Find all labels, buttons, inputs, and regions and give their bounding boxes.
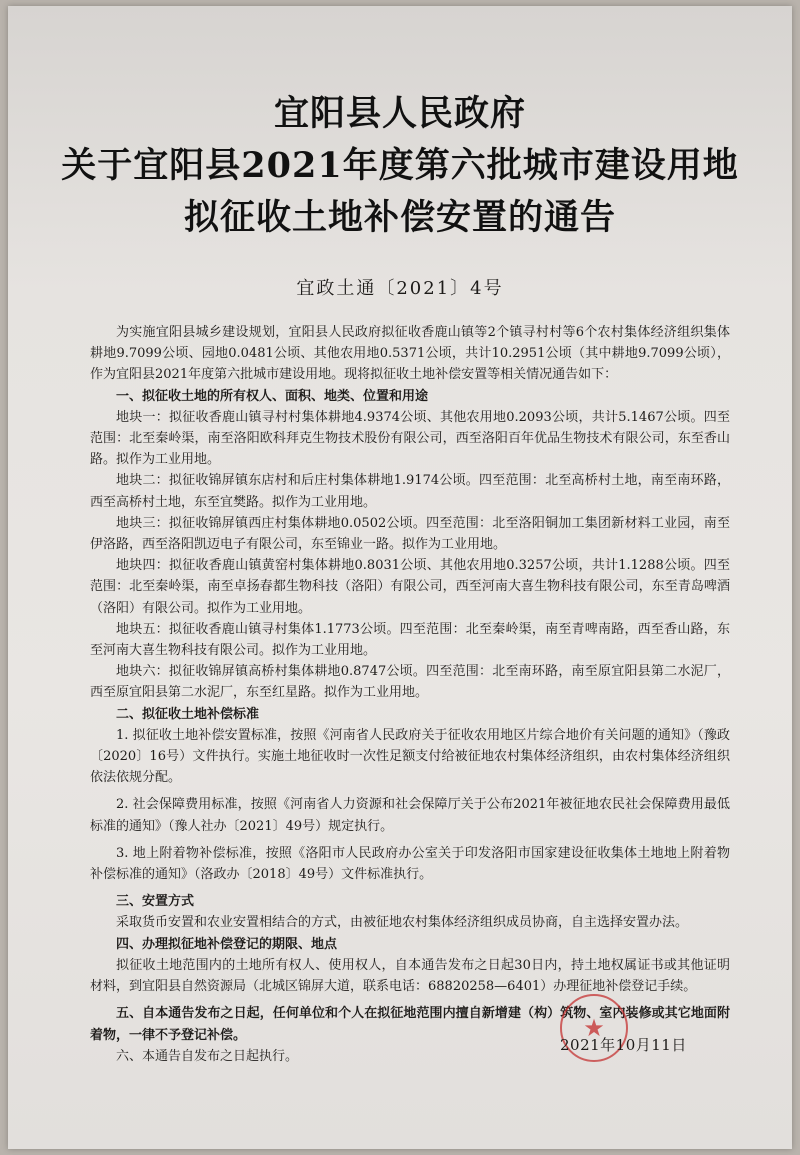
- title-line-2: 关于宜阳县2021年度第六批城市建设用地: [61, 145, 739, 186]
- seal-star-icon: ★: [583, 1014, 605, 1042]
- section-heading-4: 四、办理拟征地补偿登记的期限、地点: [116, 936, 338, 952]
- plot-paragraph: 地块五：拟征收香鹿山镇寻村集体1.1773公顷。四至范围：北至秦岭渠，南至青啤南路，西至香山路，东至河南大喜生物科技有限公司。拟作为工业用地。: [90, 621, 730, 659]
- document-number: 宜政土通〔2021〕4号: [296, 278, 504, 299]
- plot-paragraph: 地块六：拟征收锦屏镇高桥村集体耕地0.8747公顷。四至范围：北至南环路，南至原宜阳县第二水泥厂，西至原宜阳县第二水泥厂，东至红星路。拟作为工业用地。: [90, 664, 730, 701]
- registration-paragraph: 拟征收土地范围内的土地所有权人、使用权人，自本通告发布之日起30日内，持土地权属证书或其他证明材料，到宜阳县自然资源局（北城区锦屏大道，联系电话：68820258—6401）办理征地补偿登记手续。: [90, 957, 730, 995]
- document-body: [90, 322, 730, 1067]
- standard-paragraph: 3. 地上附着物补偿标准，按照《洛阳市人民政府办公室关于印发洛阳市国家建设征收集体土地地上附着物补偿标准的通知》（洛政办〔2018〕49号）文件标准执行。: [90, 845, 730, 883]
- section-6-paragraph: 六、本通告自发布之日起执行。: [116, 1048, 299, 1064]
- plot-paragraph: 地块三：拟征收锦屏镇西庄村集体耕地0.0502公顷。四至范围：北至洛阳铜加工集团新材料工业园，南至伊洛路，西至洛阳凯迈电子有限公司，东至锦业一路。拟作为工业用地。: [90, 515, 730, 553]
- section-heading-3: 三、安置方式: [116, 894, 195, 910]
- section-5-paragraph: 五、自本通告发布之日起，任何单位和个人在拟征地范围内擅自新增建（构）筑物、室内装修或其它地面附着物，一律不予登记补偿。: [90, 1006, 730, 1043]
- title-line-1: 宜阳县人民政府: [273, 93, 526, 134]
- document-title: [0, 88, 800, 244]
- title-line-3: 拟征收土地补偿安置的通告: [183, 197, 616, 238]
- plot-paragraph: 地块二：拟征收锦屏镇东店村和后庄村集体耕地1.9174公顷。四至范围：北至高桥村土地，南至南环路，西至高桥村土地，东至宜樊路。拟作为工业用地。: [90, 473, 730, 510]
- section-heading-1: 一、拟征收土地的所有权人、面积、地类、位置和用途: [116, 388, 429, 404]
- intro-paragraph: 为实施宜阳县城乡建设规划，宜阳县人民政府拟征收香鹿山镇等2个镇寻村村等6个农村集体经济组织集体耕地9.7099公顷、园地0.0481公顷、其他农用地0.5371公顷，共计10.2951公顷（其中耕地9.7099公顷），作为宜阳县2021年度第六批城市建设用地。现将拟征收土地补偿安置等相关情况通告如下：: [90, 325, 730, 383]
- section-heading-2: 二、拟征收土地补偿标准: [116, 706, 260, 722]
- standard-paragraph: 1. 拟征收土地补偿安置标准，按照《河南省人民政府关于征收农用地区片综合地价有关问题的通知》（豫政〔2020〕16号）文件执行。实施土地征收时一次性足额支付给被征地农村集体经济组织，由农村集体经济组织依法依规分配。: [90, 727, 730, 786]
- issue-date: 2021年10月11日: [560, 1036, 687, 1054]
- resettlement-paragraph: 采取货币安置和农业安置相结合的方式，由被征地农村集体经济组织成员协商，自主选择安置办法。: [116, 915, 689, 931]
- plot-paragraph: 地块一：拟征收香鹿山镇寻村村集体耕地4.9374公顷、其他农用地0.2093公顷，共计5.1467公顷。四至范围：北至秦岭渠，南至洛阳欧科拜克生物技术股份有限公司，西至洛阳百年优品生物技术有限公司，东至香山路。拟作为工业用地。: [90, 409, 730, 468]
- plot-paragraph: 地块四：拟征收香鹿山镇黄窑村集体耕地0.8031公顷、其他农用地0.3257公顷，共计1.1288公顷。四至范围：北至秦岭渠，南至卓扬春都生物科技（洛阳）有限公司，西至河南大喜生物科技有限公司，东至青岛啤酒（洛阳）有限公司。拟作为工业用地。: [90, 558, 730, 616]
- standard-paragraph: 2. 社会保障费用标准，按照《河南省人力资源和社会保障厅关于公布2021年被征地农民社会保障费用最低标准的通知》（豫人社办〔2021〕49号）规定执行。: [90, 797, 730, 834]
